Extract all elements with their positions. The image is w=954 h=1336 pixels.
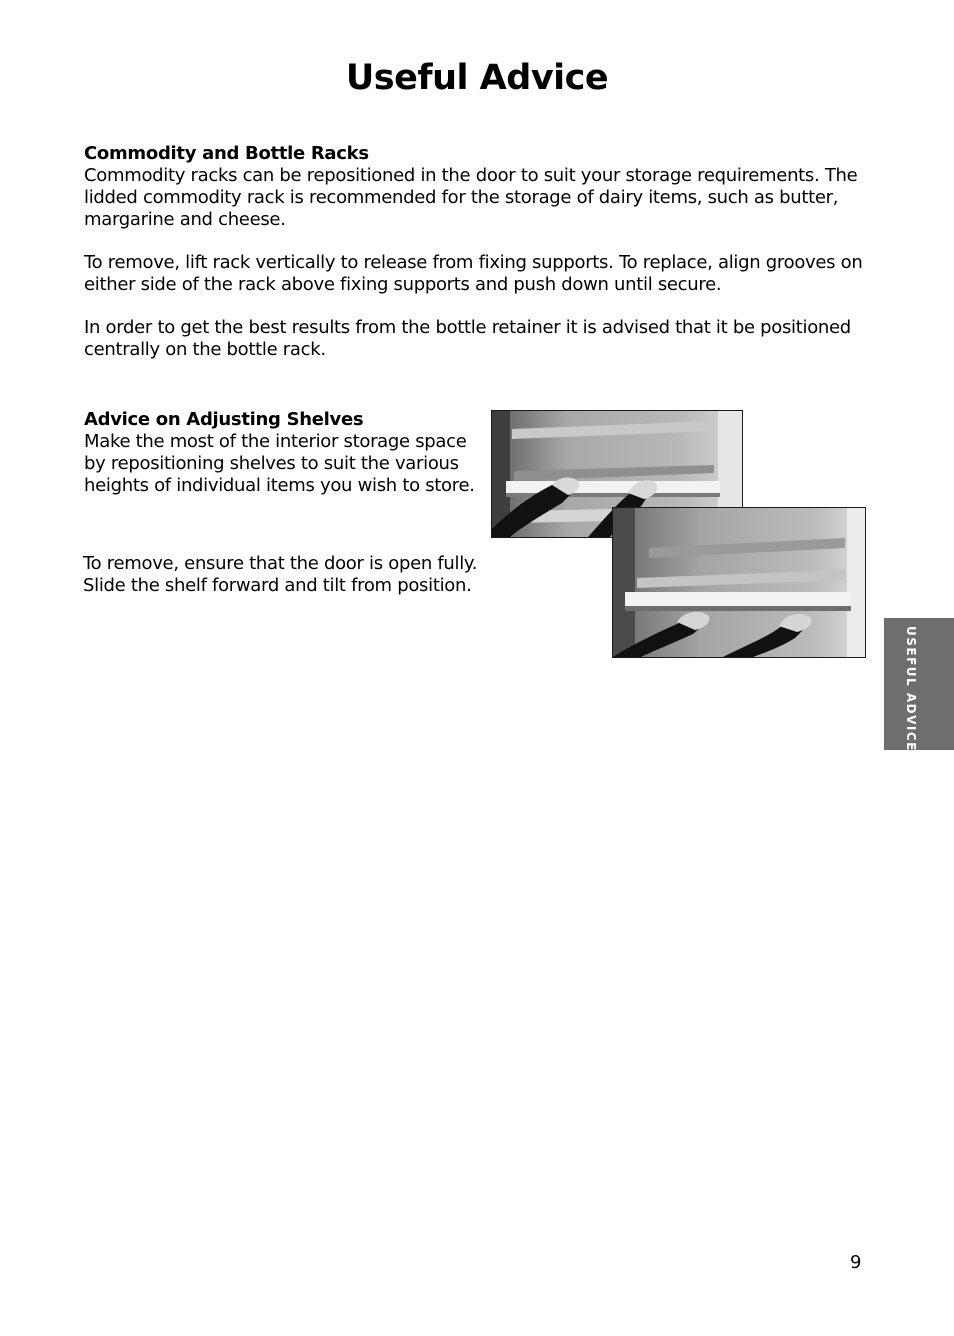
adjusting-shelves-heading: Advice on Adjusting Shelves (84, 409, 364, 430)
adjusting-shelves-remove-instructions: To remove, ensure that the door is open fully. Slide the shelf forward and tilt from position. (83, 553, 478, 596)
side-tab-label: USEFUL ADVICE (904, 626, 918, 752)
adjusting-shelves-intro: Make the most of the interior storage space by repositioning shelves to suit the various heights of individual items you wish to store. (84, 431, 475, 496)
page-number: 9 (850, 1252, 862, 1273)
shelf-adjust-photo-bottom-illustration (613, 508, 865, 657)
commodity-racks-heading: Commodity and Bottle Racks (84, 143, 369, 164)
commodity-racks-paragraph-2: To remove, lift rack vertically to release from fixing supports. To replace, align grooves on either side of the rack above fixing supports and push down until secure. (84, 252, 863, 295)
shelf-adjust-photo-bottom (612, 507, 866, 658)
commodity-racks-paragraph-1: Commodity racks can be repositioned in the door to suit your storage requirements. The lidded commodity rack is recommended for the storage of dairy items, such as butter, margarine and cheese. (84, 165, 858, 230)
commodity-bottle-racks-section (84, 143, 874, 361)
side-tab (884, 618, 954, 750)
page-title: Useful Advice (345, 58, 609, 98)
adjusting-shelves-section (84, 409, 484, 497)
commodity-racks-paragraph-3: In order to get the best results from the bottle retainer it is advised that it be positioned centrally on the bottle rack. (84, 317, 851, 360)
